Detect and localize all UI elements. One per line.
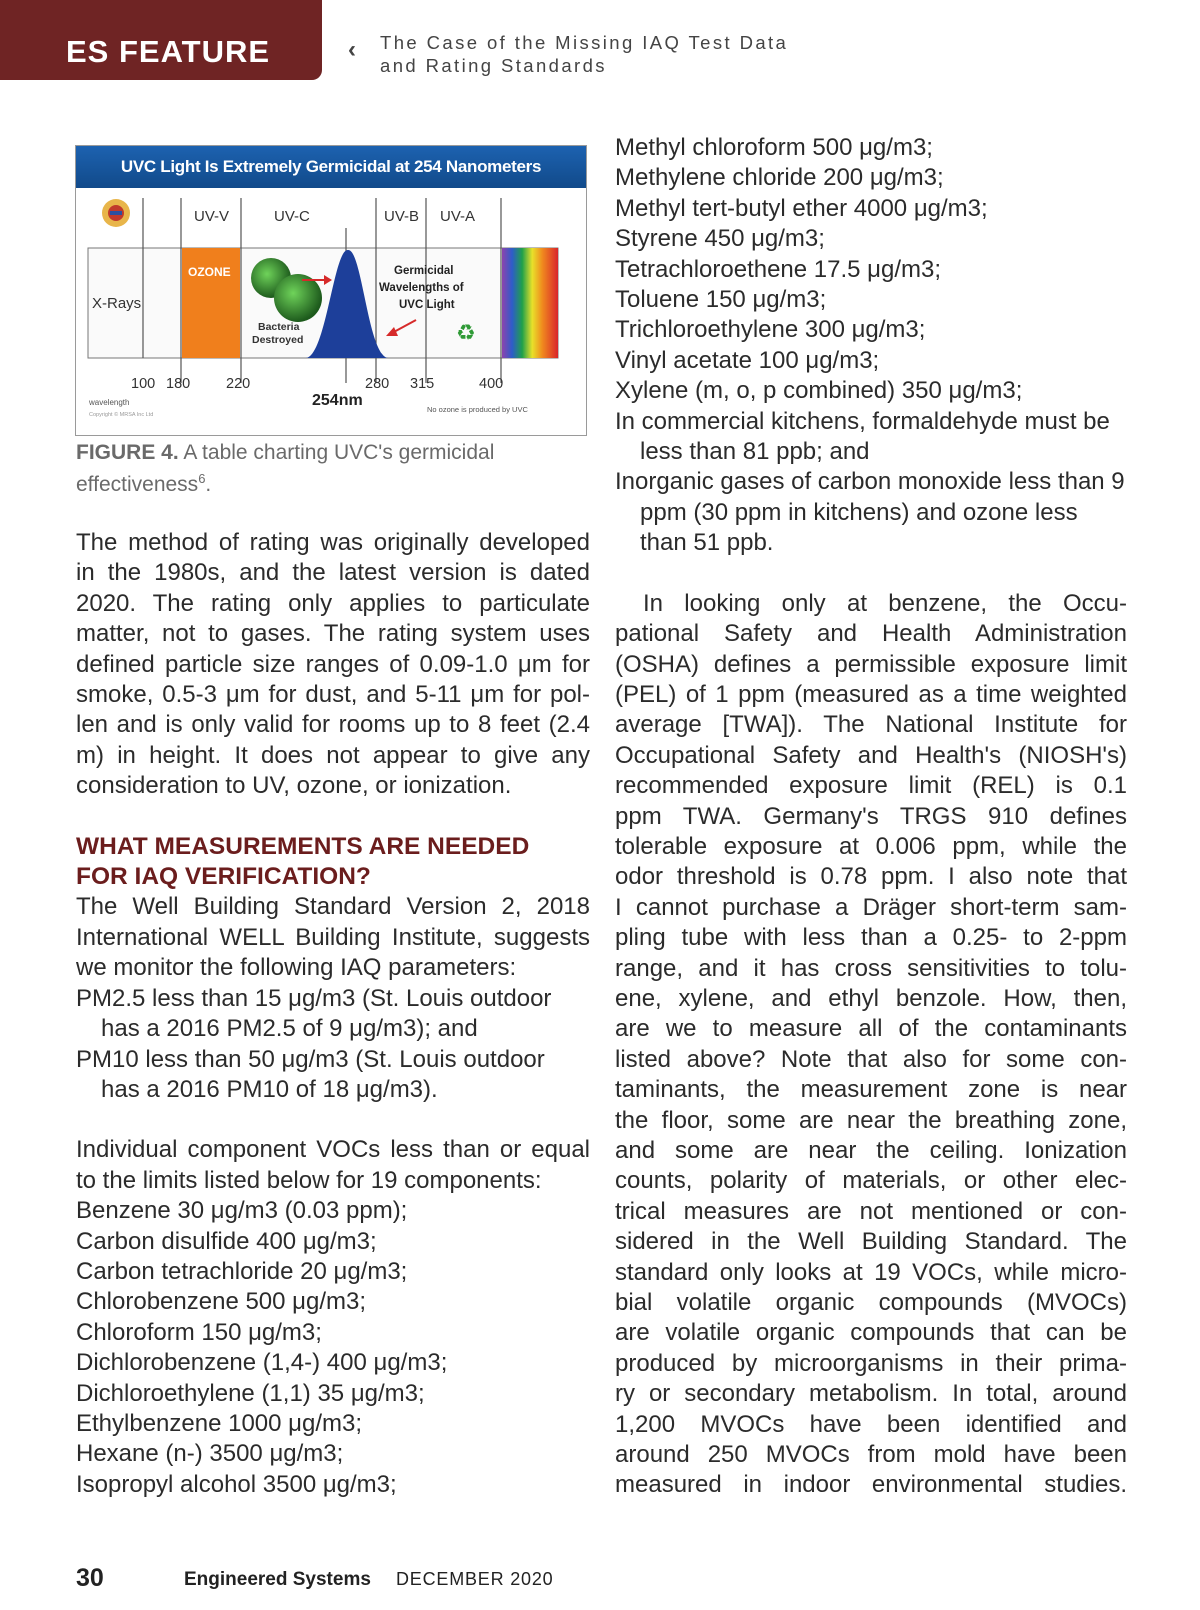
recycle-icon: ♻	[456, 321, 476, 346]
peak-label: 254nm	[312, 392, 363, 409]
voc-item: Benzene 30 μg/m3 (0.03 ppm);	[76, 1197, 408, 1225]
voc-item: Hexane (n-) 3500 μg/m3;	[76, 1440, 344, 1468]
voc-item: Tetrachloroethene 17.5 μg/m3;	[615, 255, 942, 283]
uvc-figure	[75, 145, 587, 436]
ozone-label: OZONE	[188, 265, 231, 279]
band-label: UV-C	[274, 208, 310, 225]
tick-label: 315	[410, 376, 435, 392]
figure-title: UVC Light Is Extremely Germicidal at 254 Nanometers	[76, 146, 586, 188]
pm-item: PM10 less than 50 μg/m3 (St. Louis outdoor has a 2016 PM10 of 18 μg/m3).	[76, 1045, 545, 1103]
voc-item: Dichlorobenzene (1,4-) 400 μg/m3;	[76, 1349, 448, 1377]
figure-caption: FIGURE 4. A table charting UVC's germicidal effectiveness$^6$.	[76, 441, 495, 496]
voc-item: Chlorobenzene 500 μg/m3;	[76, 1288, 367, 1316]
bacteria-label: Destroyed	[252, 334, 304, 346]
mrsa-logo	[102, 199, 130, 227]
tick-label: 220	[226, 376, 251, 392]
voc-item: Isopropyl alcohol 3500 μg/m3;	[76, 1470, 397, 1498]
xrays-label: X-Rays	[92, 295, 142, 312]
pm-item: PM2.5 less than 15 μg/m3 (St. Louis outdoor has a 2016 PM2.5 of 9 μg/m3); and	[76, 984, 552, 1043]
voc-item: Carbon tetrachloride 20 μg/m3;	[76, 1257, 408, 1285]
voc-item: Dichloroethylene (1,1) 35 μg/m3;	[76, 1379, 425, 1407]
voc-item: Vinyl acetate 100 μg/m3;	[615, 346, 880, 374]
voc-intro: Individual component VOCs less than or equal	[76, 1136, 590, 1164]
section-label: ES FEATURE	[66, 34, 271, 69]
visible-spectrum	[502, 248, 558, 358]
voc-item: Inorganic gases of carbon monoxide less than 9 ppm (30 ppm in kitchens) and ozone less than 51 ppb.	[615, 468, 1125, 557]
page-footer	[76, 1564, 676, 1598]
band-label: UV-V	[194, 208, 230, 225]
voc-item: Chloroform 150 μg/m3;	[76, 1318, 322, 1346]
tick-label: 280	[365, 376, 390, 392]
footnote-ref[interactable]: 6	[198, 471, 206, 486]
tick-label: 180	[166, 376, 191, 392]
copyright-label: Copyright © MRSA Inc Ltd	[89, 412, 154, 418]
section-heading: WHAT MEASUREMENTS ARE NEEDED FOR IAQ VERIFICATION?	[76, 832, 530, 891]
voc-item: Methylene chloride 200 μg/m3;	[615, 164, 944, 192]
voc-item: Toluene 150 μg/m3;	[615, 286, 827, 314]
left-column	[76, 528, 590, 1500]
germicidal-label: Germicidal	[394, 265, 454, 277]
band-label: UV-A	[440, 208, 476, 225]
tick-label: 400	[479, 376, 504, 392]
magazine-name: Engineered Systems	[184, 1569, 371, 1590]
section-tab	[0, 0, 322, 80]
voc-intro: to the limits listed below for 19 components:	[76, 1166, 542, 1194]
intro-paragraph: The method of rating was originally developed in the 1980s, and the latest version is dated 2020. The rating only applies to particulate matter, not to gases. The rating system uses defined particle size ranges of 0.09-1.0 μm for smoke, 0.5-3 μm for dust, and 5-11 μm for pol- len and is only valid for rooms up to 8 feet (2.4 m) in height. It does not appear to give any consideration to UV, ozone, or ionization.	[76, 529, 590, 800]
well-paragraph: The Well Building Standard Version 2, 2018 International WELL Building Institute, suggests we monitor the following IAQ parameters:	[76, 893, 590, 982]
voc-item: Styrene 450 μg/m3;	[615, 225, 825, 253]
voc-item: Ethylbenzene 1000 μg/m3;	[76, 1409, 363, 1437]
germicidal-label: Wavelengths of	[379, 282, 464, 294]
article-title-link[interactable]: The Case of the Missing IAQ Test Data and Rating Standards	[380, 32, 789, 76]
right-column	[615, 133, 1127, 1501]
wavelength-label: wavelength	[89, 398, 130, 407]
voc-item: Xylene (m, o, p combined) 350 μg/m3;	[615, 377, 1023, 405]
issue-date: DECEMBER 2020	[396, 1569, 554, 1589]
bacteria-label: Bacteria	[258, 321, 300, 333]
benzene-paragraph: In looking only at benzene, the Occu- pational Safety and Health Administration (OSHA) defines a permissible exposure limit (PEL) of 1 ppm (measured as a time weighted average [TWA]). The National Institute for Occupational Safety and Health's (NIOSH's) recommended exposure limit (REL) is 0.1 ppm TWA. Germany's TRGS 910 defines tolerable exposure at 0.006 ppm, while the odor threshold is 0.78 ppm. I also note that I cannot purchase a Dräger short-term sam- pling tube with less than a 0.25- to 2-ppm range, and it has cross sensitivities to tolu- ene, xylene, and ethyl benzole. How, then, are we to measure all of the contaminants listed above? Note that also for some con- taminants, the measurement zone is near the floor, some are near the breathing zone, and some are near the ceiling. Ionization counts, polarity of materials, or other elec- trical measures are not mentioned or con- sidered in the Well Building Standard. The standard only looks at 19 VOCs, while micro- bial volatile organic compounds (MVOCs) are volatile organic compounds that can be produced by microorganisms in their prima- ry or secondary metabolism. In total, around 1,200 MVOCs have been identified and around 250 MVOCs from mold have been measured in indoor environmental studies.	[615, 589, 1127, 1499]
voc-item: Methyl tert-butyl ether 4000 μg/m3;	[615, 194, 988, 222]
page-number: 30	[76, 1564, 104, 1592]
voc-item: In commercial kitchens, formaldehyde must be less than 81 ppb; and	[615, 407, 1110, 466]
note-label: No ozone is produced by UVC	[427, 405, 528, 414]
voc-item: Methyl chloroform 500 μg/m3;	[615, 134, 933, 161]
germicidal-label: UVC Light	[399, 299, 455, 311]
voc-item: Carbon disulfide 400 μg/m3;	[76, 1227, 377, 1255]
band-label: UV-B	[384, 208, 420, 225]
spectrum-diagram	[76, 188, 586, 435]
chevron-left-icon[interactable]: ‹	[348, 36, 356, 63]
tick-label: 100	[131, 376, 156, 392]
voc-item: Trichloroethylene 300 μg/m3;	[615, 316, 926, 344]
